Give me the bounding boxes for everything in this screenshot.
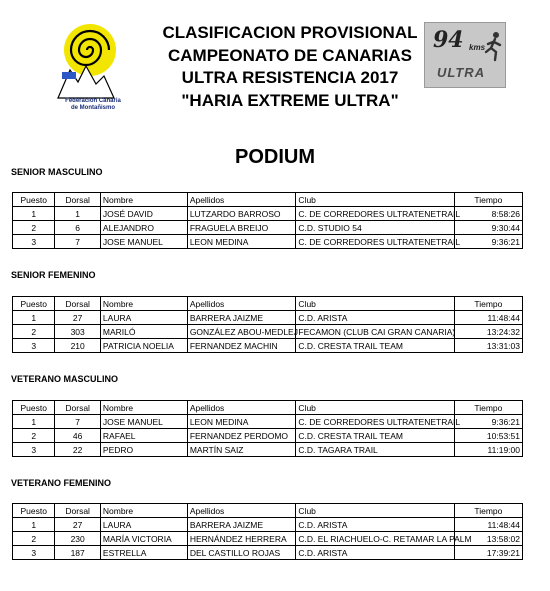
document-title xyxy=(140,22,440,112)
results-table xyxy=(12,296,523,353)
cell-nombre: JOSE MANUEL xyxy=(100,235,187,249)
cell-club: C.D. ARISTA xyxy=(296,311,454,325)
table-row xyxy=(13,518,523,532)
table-row xyxy=(13,339,523,353)
column-header-dorsal: Dorsal xyxy=(55,504,101,518)
ultra-logo-unit: kms xyxy=(469,43,486,52)
cell-tiempo: 13:31:03 xyxy=(454,339,522,353)
table-row xyxy=(13,325,523,339)
results-table xyxy=(12,503,523,560)
cell-nombre: PATRICIA NOELIA xyxy=(100,339,187,353)
cell-puesto: 1 xyxy=(13,518,55,532)
cell-nombre: LAURA xyxy=(100,518,187,532)
cell-club: C. DE CORREDORES ULTRATENETRAIL xyxy=(296,415,454,429)
column-header-tiempo: Tiempo xyxy=(454,504,522,518)
table-row xyxy=(13,532,523,546)
cell-nombre: PEDRO xyxy=(100,443,187,457)
title-line-4: "HARIA EXTREME ULTRA" xyxy=(181,90,399,110)
cell-apellidos: MARTÍN SAIZ xyxy=(187,443,296,457)
title-line-1: CLASIFICACION PROVISIONAL xyxy=(162,23,418,42)
spiral-mountain-icon xyxy=(52,20,118,100)
cell-tiempo: 13:58:02 xyxy=(454,532,522,546)
cell-nombre: JOSÉ DAVID xyxy=(100,207,187,221)
cell-club: C.D. STUDIO 54 xyxy=(296,221,454,235)
cell-tiempo: 9:30:44 xyxy=(454,221,522,235)
cell-club: FECAMON (CLUB CAI GRAN CANARIA) xyxy=(296,325,454,339)
column-header-nombre: Nombre xyxy=(100,401,187,415)
category-heading: VETERANO MASCULINO xyxy=(11,374,119,384)
cell-apellidos: LEON MEDINA xyxy=(187,415,296,429)
cell-apellidos: LUTZARDO BARROSO xyxy=(187,207,296,221)
cell-dorsal: 27 xyxy=(55,518,101,532)
ultra-logo-number: 94 xyxy=(433,27,464,53)
column-header-apellidos: Apellidos xyxy=(187,297,296,311)
cell-puesto: 2 xyxy=(13,532,55,546)
table-row xyxy=(13,311,523,325)
cell-club: C.D. CRESTA TRAIL TEAM xyxy=(296,339,454,353)
column-header-apellidos: Apellidos xyxy=(187,401,296,415)
cell-puesto: 2 xyxy=(13,325,55,339)
ultra-logo-word: ULTRA xyxy=(437,65,486,80)
table-row xyxy=(13,207,523,221)
column-header-puesto: Puesto xyxy=(13,193,55,207)
table-header-row xyxy=(13,401,523,415)
cell-nombre: ESTRELLA xyxy=(100,546,187,560)
category-heading: VETERANO FEMENINO xyxy=(11,478,112,488)
cell-tiempo: 9:36:21 xyxy=(454,235,522,249)
cell-apellidos: LEON MEDINA xyxy=(187,235,296,249)
cell-nombre: ALEJANDRO xyxy=(100,221,187,235)
cell-tiempo: 11:48:44 xyxy=(454,518,522,532)
column-header-nombre: Nombre xyxy=(100,297,187,311)
cell-nombre: JOSE MANUEL xyxy=(100,415,187,429)
cell-dorsal: 46 xyxy=(55,429,101,443)
cell-dorsal: 1 xyxy=(55,207,101,221)
table-row xyxy=(13,221,523,235)
column-header-puesto: Puesto xyxy=(13,401,55,415)
column-header-club: Club xyxy=(296,504,454,518)
table-row xyxy=(13,415,523,429)
table-header-row xyxy=(13,297,523,311)
cell-dorsal: 6 xyxy=(55,221,101,235)
table-header-row xyxy=(13,504,523,518)
cell-tiempo: 11:48:44 xyxy=(454,311,522,325)
cell-nombre: LAURA xyxy=(100,311,187,325)
column-header-dorsal: Dorsal xyxy=(55,401,101,415)
federacion-name-line-1: Federación Canaria xyxy=(65,98,121,104)
cell-puesto: 2 xyxy=(13,221,55,235)
column-header-club: Club xyxy=(296,193,454,207)
cell-dorsal: 230 xyxy=(55,532,101,546)
results-table xyxy=(12,192,523,249)
cell-puesto: 2 xyxy=(13,429,55,443)
title-line-3: ULTRA RESISTENCIA 2017 xyxy=(181,68,399,87)
table-row xyxy=(13,546,523,560)
column-header-club: Club xyxy=(296,401,454,415)
cell-nombre: MARÍA VICTORIA xyxy=(100,532,187,546)
table-row xyxy=(13,429,523,443)
cell-tiempo: 11:19:00 xyxy=(454,443,522,457)
cell-puesto: 3 xyxy=(13,235,55,249)
column-header-puesto: Puesto xyxy=(13,297,55,311)
cell-apellidos: BARRERA JAIZME xyxy=(187,518,296,532)
column-header-club: Club xyxy=(296,297,454,311)
table-header-row xyxy=(13,193,523,207)
column-header-apellidos: Apellidos xyxy=(187,193,296,207)
column-header-tiempo: Tiempo xyxy=(454,297,522,311)
cell-puesto: 3 xyxy=(13,546,55,560)
cell-apellidos: DEL CASTILLO ROJAS xyxy=(187,546,296,560)
cell-nombre: RAFAEL xyxy=(100,429,187,443)
runner-icon xyxy=(483,31,505,61)
cell-club: C. DE CORREDORES ULTRATENETRAIL xyxy=(296,235,454,249)
column-header-apellidos: Apellidos xyxy=(187,504,296,518)
column-header-tiempo: Tiempo xyxy=(454,401,522,415)
cell-apellidos: HERNÁNDEZ HERRERA xyxy=(187,532,296,546)
column-header-dorsal: Dorsal xyxy=(55,297,101,311)
cell-puesto: 1 xyxy=(13,207,55,221)
cell-club: C.D. ARISTA xyxy=(296,518,454,532)
cell-apellidos: FERNANDEZ MACHIN xyxy=(187,339,296,353)
column-header-nombre: Nombre xyxy=(100,504,187,518)
cell-puesto: 1 xyxy=(13,311,55,325)
cell-tiempo: 10:53:51 xyxy=(454,429,522,443)
column-header-puesto: Puesto xyxy=(13,504,55,518)
cell-apellidos: FRAGUELA BREIJO xyxy=(187,221,296,235)
podium-heading: PODIUM xyxy=(235,146,315,168)
column-header-tiempo: Tiempo xyxy=(454,193,522,207)
category-heading: SENIOR FEMENINO xyxy=(11,270,96,280)
cell-tiempo: 9:36:21 xyxy=(454,415,522,429)
cell-club: C.D. ARISTA xyxy=(296,546,454,560)
federacion-name xyxy=(48,98,138,112)
cell-apellidos: FERNANDEZ PERDOMO xyxy=(187,429,296,443)
cell-club: C. DE CORREDORES ULTRATENETRAIL xyxy=(296,207,454,221)
cell-dorsal: 7 xyxy=(55,415,101,429)
cell-club: C.D. CRESTA TRAIL TEAM xyxy=(296,429,454,443)
cell-tiempo: 13:24:32 xyxy=(454,325,522,339)
results-table xyxy=(12,400,523,457)
cell-dorsal: 210 xyxy=(55,339,101,353)
cell-dorsal: 187 xyxy=(55,546,101,560)
cell-puesto: 1 xyxy=(13,415,55,429)
cell-club: C.D. TAGARA TRAIL xyxy=(296,443,454,457)
cell-dorsal: 303 xyxy=(55,325,101,339)
cell-puesto: 3 xyxy=(13,339,55,353)
cell-apellidos: BARRERA JAIZME xyxy=(187,311,296,325)
cell-apellidos: GONZÁLEZ ABOU-MEDLEJ xyxy=(187,325,296,339)
table-row xyxy=(13,443,523,457)
cell-club: C.D. EL RIACHUELO-C. RETAMAR LA PALM xyxy=(296,532,454,546)
cell-tiempo: 17:39:21 xyxy=(454,546,522,560)
cell-dorsal: 22 xyxy=(55,443,101,457)
column-header-dorsal: Dorsal xyxy=(55,193,101,207)
cell-dorsal: 27 xyxy=(55,311,101,325)
table-row xyxy=(13,235,523,249)
cell-tiempo: 8:58:26 xyxy=(454,207,522,221)
column-header-nombre: Nombre xyxy=(100,193,187,207)
cell-nombre: MARILÓ xyxy=(100,325,187,339)
cell-dorsal: 7 xyxy=(55,235,101,249)
category-heading: SENIOR MASCULINO xyxy=(11,167,103,177)
title-line-2: CAMPEONATO DE CANARIAS xyxy=(168,45,412,65)
cell-puesto: 3 xyxy=(13,443,55,457)
federacion-name-line-2: de Montañismo xyxy=(70,105,115,111)
